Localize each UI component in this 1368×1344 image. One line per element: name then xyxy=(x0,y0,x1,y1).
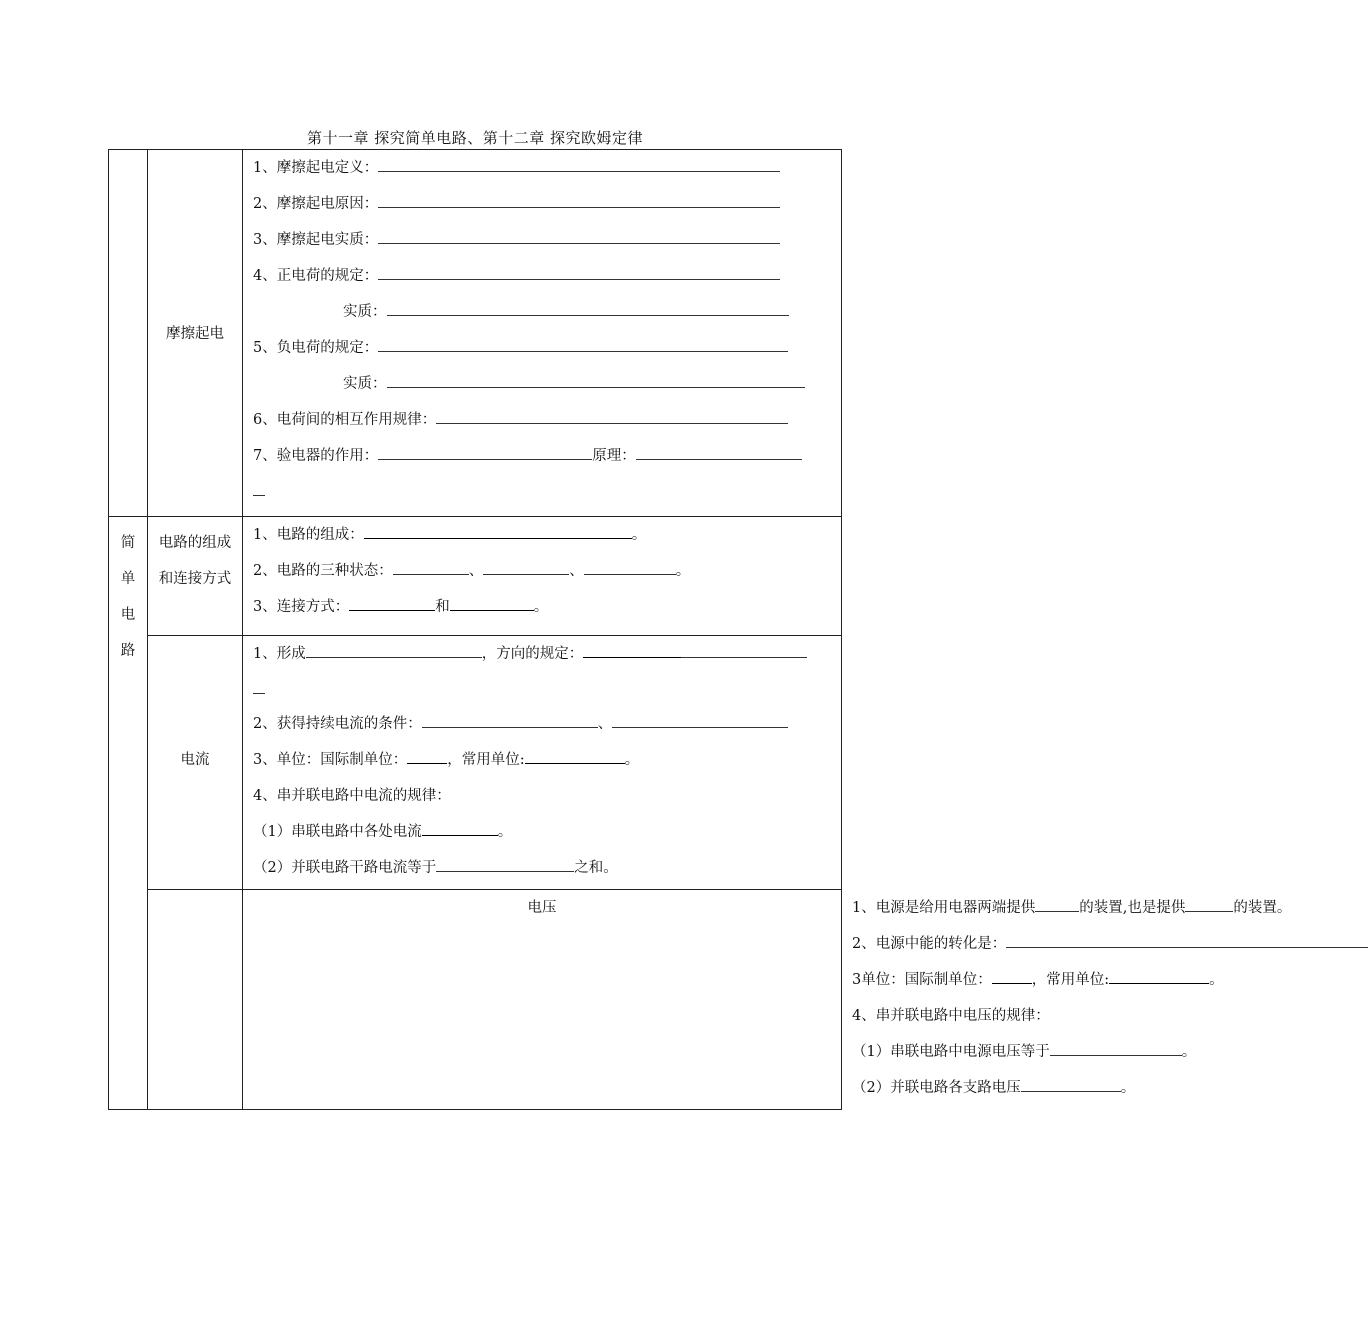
topic-label-current: 电流 xyxy=(180,752,210,768)
answer-blank[interactable] xyxy=(525,751,625,764)
page-title: 第十一章 探究简单电路、第十二章 探究欧姆定律 xyxy=(306,129,644,147)
answer-blank[interactable] xyxy=(378,231,780,244)
list-item: 7、验电器的作用： 原理： xyxy=(243,438,841,474)
answer-blank[interactable] xyxy=(306,645,482,658)
answer-blank[interactable] xyxy=(1035,899,1079,912)
answer-blank[interactable] xyxy=(1021,1079,1121,1092)
list-item: 6、电荷间的相互作用规律： xyxy=(243,402,841,438)
answer-blank[interactable] xyxy=(584,562,676,575)
list-item: 2、获得持续电流的条件： 、 xyxy=(243,706,841,742)
topic-cell-current xyxy=(148,636,243,890)
list-item: 4、正电荷的规定： xyxy=(243,258,841,294)
list-item: 2、电源中能的转化是： xyxy=(842,926,852,962)
content-cell-current xyxy=(243,636,842,890)
list-item: 实质： xyxy=(243,294,841,330)
wrap-underline xyxy=(253,483,265,496)
content-cell-friction xyxy=(243,150,842,517)
list-item: 5、负电荷的规定： xyxy=(243,330,841,366)
topic-label-voltage: 电压 xyxy=(527,900,557,916)
answer-blank[interactable] xyxy=(1050,1043,1182,1056)
topic-cell-friction xyxy=(148,150,243,517)
list-item-continuation xyxy=(243,672,841,706)
section-cell xyxy=(109,517,148,1110)
list-item: 1、电源是给用电器两端提供 的装置,也是提供 的装置。 xyxy=(852,900,1292,916)
answer-blank[interactable] xyxy=(422,823,498,836)
answer-blank[interactable] xyxy=(636,447,802,460)
answer-blank[interactable] xyxy=(378,195,780,208)
list-item: 3、摩擦起电实质： xyxy=(243,222,841,258)
list-item: 2、摩擦起电原因： xyxy=(243,186,841,222)
section-cell-blank xyxy=(109,150,148,517)
list-item: （2）并联电路干路电流等于 之和。 xyxy=(253,860,618,876)
answer-blank[interactable] xyxy=(436,859,574,872)
section-char: 单 xyxy=(120,571,136,587)
content-cell-circuit xyxy=(243,517,842,636)
list-item: （1）串联电路中电源电压等于 。 xyxy=(852,1044,1197,1060)
answer-blank[interactable] xyxy=(364,526,632,539)
answer-blank[interactable] xyxy=(992,971,1032,984)
list-item: 1、电路的组成： 。 xyxy=(253,527,647,543)
list-item: 3单位：国际制单位： ，常用单位: 。 xyxy=(852,972,1224,988)
topic-label-friction: 摩擦起电 xyxy=(166,326,224,342)
list-item: 3、单位：国际制单位： ，常用单位: 。 xyxy=(253,752,640,768)
current-row xyxy=(109,636,842,890)
answer-blank[interactable] xyxy=(378,339,788,352)
section-label-vertical xyxy=(109,517,147,669)
list-item: 实质： xyxy=(243,366,841,402)
circuit-row xyxy=(109,517,842,636)
answer-blank[interactable] xyxy=(349,598,435,611)
list-item: 2、电路的三种状态： 、 、 。 xyxy=(253,563,691,579)
answer-blank[interactable] xyxy=(378,159,780,172)
section-char: 简 xyxy=(120,535,136,551)
topic-label-circuit: 电路的组成和连接方式 xyxy=(158,535,232,587)
friction-row xyxy=(109,150,842,517)
answer-blank[interactable] xyxy=(422,715,598,728)
list-item: 1、摩擦起电定义： xyxy=(243,150,841,186)
section-char: 路 xyxy=(120,643,136,659)
wrap-underline xyxy=(253,681,265,694)
answer-blank[interactable] xyxy=(436,411,788,424)
list-item: 3、连接方式： 和 。 xyxy=(253,599,549,615)
answer-blank[interactable] xyxy=(387,303,789,316)
list-item: 4、串并联电路中电压的规律： xyxy=(852,1008,1050,1024)
answer-blank[interactable] xyxy=(387,375,805,388)
list-item: （2）并联电路各支路电压 。 xyxy=(852,1080,1136,1096)
answer-blank[interactable] xyxy=(450,598,534,611)
list-item-continuation xyxy=(243,474,841,508)
answer-blank[interactable] xyxy=(1006,935,1368,948)
list-item: 4、串并联电路中电流的规律： xyxy=(253,788,451,804)
answer-blank[interactable] xyxy=(612,715,788,728)
topic-cell-circuit xyxy=(148,517,243,636)
answer-blank[interactable] xyxy=(583,645,681,658)
answer-blank[interactable] xyxy=(378,447,592,460)
voltage-row xyxy=(109,890,842,1110)
section-cell-blank xyxy=(148,890,243,1110)
answer-blank[interactable] xyxy=(681,645,807,658)
answer-blank[interactable] xyxy=(1109,971,1209,984)
answer-blank[interactable] xyxy=(393,562,469,575)
answer-blank[interactable] xyxy=(483,562,569,575)
answer-blank[interactable] xyxy=(378,267,780,280)
topic-cell-voltage xyxy=(243,890,842,1110)
list-item: （1）串联电路中各处电流 。 xyxy=(253,824,513,840)
answer-blank[interactable] xyxy=(1185,899,1233,912)
section-char: 电 xyxy=(120,607,136,623)
answer-blank[interactable] xyxy=(407,751,447,764)
review-table xyxy=(108,149,1292,1110)
list-item: 1、形成 ，方向的规定： xyxy=(243,636,841,672)
